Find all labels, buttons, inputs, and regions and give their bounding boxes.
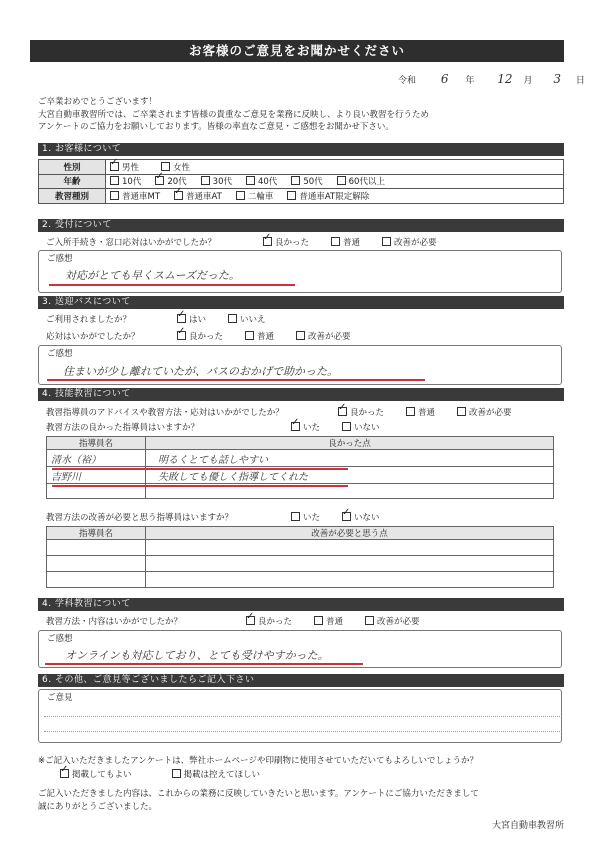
course-options	[106, 189, 564, 204]
date-day: 3	[553, 72, 561, 86]
date-day-unit: 日	[575, 76, 585, 86]
driving-instructor-options	[338, 406, 534, 418]
checkbox-label: 60代以上	[348, 177, 385, 188]
checkbox-option[interactable]	[246, 615, 292, 627]
footer-line: ご記入いただきました内容は、これからの業務に反映していきたいと思います。アンケートにご協力いただきまして	[38, 789, 479, 799]
checkbox-option[interactable]	[365, 615, 420, 627]
checkbox-label: 良かった	[350, 408, 385, 418]
good-instructor-options	[291, 421, 402, 433]
checkbox-checked-icon[interactable]	[155, 176, 164, 185]
checkbox-option[interactable]	[172, 768, 261, 780]
checkbox-label: 50代	[303, 177, 323, 188]
checkbox-icon[interactable]	[342, 422, 351, 431]
gender-label: 性別	[39, 160, 106, 175]
checkbox-label: 40代	[257, 177, 278, 188]
checkbox-checked-icon[interactable]	[246, 616, 255, 625]
checkbox-option[interactable]	[291, 175, 322, 187]
checkbox-icon[interactable]	[110, 176, 119, 185]
checkbox-icon[interactable]	[382, 237, 391, 246]
checkbox-option[interactable]	[245, 330, 274, 342]
checkbox-checked-icon[interactable]	[110, 162, 119, 171]
checkbox-option[interactable]	[246, 175, 277, 187]
checkbox-option[interactable]	[338, 406, 384, 418]
good-point[interactable]: 明るくとても話しやすい	[158, 454, 268, 466]
checkbox-option[interactable]	[342, 511, 380, 523]
checkbox-option[interactable]	[236, 190, 274, 202]
checkbox-icon[interactable]	[296, 331, 305, 340]
checkbox-label: 普通	[326, 617, 344, 627]
good-point[interactable]: 失敗しても優しく指導してくれた	[158, 471, 308, 483]
checkbox-label: いない	[354, 423, 380, 433]
bus-use-options	[177, 313, 288, 325]
checkbox-option[interactable]	[406, 406, 435, 418]
date-era: 令和	[398, 76, 417, 86]
checkbox-icon[interactable]	[172, 769, 181, 778]
checkbox-label: 二輪車	[247, 191, 274, 202]
checkbox-icon[interactable]	[291, 176, 300, 185]
consent-question: ※ご記入いただきましたアンケートは、弊社ホームページや印刷物に使用させていただいてもよろしいでしょうか？	[38, 756, 478, 766]
checkbox-label: 良かった	[189, 332, 224, 342]
date-year: 6	[440, 72, 449, 86]
checkbox-icon[interactable]	[161, 162, 170, 171]
checkbox-label: 普通	[343, 238, 361, 248]
bus-use-question: ご利用されましたか？	[46, 315, 132, 325]
good-row1-underline	[52, 468, 348, 470]
bad-instructor-options	[291, 511, 402, 523]
checkbox-option[interactable]	[291, 511, 320, 523]
checkbox-label: はい	[189, 315, 207, 325]
date-month: 12	[497, 72, 513, 86]
good-row2-underline	[52, 485, 348, 487]
reception-comment[interactable]: 対応がとても早くスムーズだった。	[65, 269, 240, 282]
consent-options	[60, 768, 300, 780]
checkbox-icon[interactable]	[287, 191, 296, 200]
checkbox-option[interactable]	[342, 421, 380, 433]
checkbox-label: 普通車AT	[186, 191, 222, 202]
checkbox-option[interactable]	[263, 236, 309, 248]
intro-line: 大宮自動車教習所では、ご卒業されます皆様の貴重なご意見を業務に反映し、より良い教習を行うため	[38, 109, 430, 120]
checkbox-option[interactable]	[287, 190, 369, 202]
col-bad-point: 改善が必要と思う点	[146, 527, 554, 540]
checkbox-icon[interactable]	[236, 191, 245, 200]
checkbox-option[interactable]	[174, 190, 222, 202]
bus-comment-underline	[47, 379, 425, 381]
checkbox-label: 普通車MT	[122, 191, 161, 202]
checkbox-checked-icon[interactable]	[263, 237, 272, 246]
checkbox-icon[interactable]	[246, 176, 255, 185]
school-name: 大宮自動車教習所	[491, 821, 564, 831]
checkbox-label: いた	[303, 423, 321, 433]
driving-instructor-question: 教習指導員のアドバイスや教習方法・応対はいかがでしたか？	[46, 408, 284, 418]
checkbox-option[interactable]	[291, 421, 320, 433]
checkbox-option[interactable]	[314, 615, 343, 627]
section-classroom-header: 4. 学科教習について	[38, 598, 564, 611]
bus-comment-label: ご感想	[47, 349, 73, 359]
checkbox-checked-icon[interactable]	[177, 331, 186, 340]
checkbox-option[interactable]	[201, 175, 232, 187]
section-reception-header: 2. 受付について	[38, 219, 564, 232]
age-label: 年齢	[39, 174, 106, 189]
checkbox-label: 改善が必要	[377, 617, 420, 627]
instructor-name[interactable]: 清水（裕）	[51, 454, 101, 466]
course-label: 教習種別	[39, 189, 106, 204]
good-instructor-question: 教習方法の良かった指導員はいますか？	[46, 423, 200, 433]
date-month-unit: 月	[523, 76, 533, 86]
page-title: お客様のご意見をお聞かせください	[30, 40, 564, 62]
col-good-point: 良かった点	[146, 437, 554, 450]
checkbox-checked-icon[interactable]	[174, 191, 183, 200]
checkbox-label: 良かった	[258, 617, 293, 627]
checkbox-checked-icon[interactable]	[342, 512, 351, 521]
checkbox-option[interactable]	[177, 330, 223, 342]
reception-question: ご入所手続き・窓口応対はいかがでしたか？	[46, 238, 217, 248]
checkbox-label: 10代	[122, 177, 142, 188]
intro-text	[38, 96, 568, 134]
checkbox-icon[interactable]	[406, 407, 415, 416]
classroom-comment-label: ご感想	[47, 634, 73, 644]
checkbox-label: 改善が必要	[394, 238, 437, 248]
checkbox-label: 30代	[212, 177, 232, 188]
intro-line: ご卒業おめでとうございます！	[38, 97, 158, 107]
bus-comment-box	[38, 345, 562, 385]
table-row	[47, 572, 554, 588]
checkbox-icon[interactable]	[337, 176, 346, 185]
checkbox-option[interactable]	[457, 406, 512, 418]
footer-line: 誠にありがとうございました。	[38, 801, 158, 812]
col-instructor-name: 指導員名	[47, 437, 146, 450]
footer-text	[38, 788, 568, 813]
checkbox-label: 普通	[257, 332, 275, 342]
checkbox-label: 20代	[167, 177, 187, 188]
checkbox-label: 掲載は控えてほしい	[183, 770, 261, 780]
checkbox-label: いない	[354, 513, 380, 523]
checkbox-option[interactable]	[110, 190, 160, 202]
gender-options	[106, 160, 564, 175]
checkbox-icon[interactable]	[228, 314, 237, 323]
good-point-cell	[146, 450, 554, 467]
instructor-name[interactable]: 吉野川	[51, 471, 81, 483]
section-bus-header: 3. 送迎バスについて	[38, 296, 564, 309]
checkbox-label: 普通	[418, 408, 436, 418]
checkbox-option[interactable]	[337, 175, 385, 187]
checkbox-option[interactable]	[161, 161, 190, 173]
classroom-comment-box	[38, 630, 562, 668]
date-year-unit: 年	[465, 76, 475, 86]
checkbox-checked-icon[interactable]	[338, 407, 347, 416]
age-row	[39, 174, 564, 189]
section-driving-header: 4. 技能教習について	[38, 388, 564, 401]
checkbox-option[interactable]	[296, 330, 351, 342]
gender-row	[39, 160, 564, 175]
bad-instructor-question: 教習方法の改善が必要と思う指導員はいますか？	[46, 513, 234, 523]
customer-table	[38, 159, 564, 204]
checkbox-checked-icon[interactable]	[291, 422, 300, 431]
bus-service-options	[177, 330, 373, 342]
reception-options	[263, 236, 459, 248]
bus-service-question: 応対はいかがでしたか？	[46, 332, 140, 342]
classroom-comment-underline	[45, 663, 363, 665]
checkbox-option[interactable]	[110, 161, 139, 173]
checkbox-label: 改善が必要	[308, 332, 351, 342]
checkbox-icon[interactable]	[314, 616, 323, 625]
checkbox-icon[interactable]	[331, 237, 340, 246]
checkbox-icon[interactable]	[110, 191, 119, 200]
other-comment-line	[44, 731, 562, 732]
course-row	[39, 189, 564, 204]
checkbox-label: いいえ	[240, 315, 266, 325]
section-customer-header: 1. お客様について	[38, 143, 564, 156]
checkbox-label: 普通車AT限定解除	[299, 191, 370, 202]
table-row	[47, 450, 554, 467]
checkbox-icon[interactable]	[291, 512, 300, 521]
checkbox-icon[interactable]	[365, 616, 374, 625]
checkbox-option[interactable]	[110, 175, 141, 187]
date	[398, 72, 585, 86]
col-instructor-name: 指導員名	[47, 527, 146, 540]
instructor-name-cell	[47, 450, 146, 467]
classroom-options	[246, 615, 442, 627]
section-other-header: 6. その他、ご意見等ございましたらご記入下さい	[38, 674, 564, 687]
checkbox-icon[interactable]	[245, 331, 254, 340]
checkbox-label: 良かった	[275, 238, 310, 248]
checkbox-label: 男性	[122, 162, 140, 173]
checkbox-option[interactable]	[60, 768, 132, 780]
checkbox-checked-icon[interactable]	[177, 314, 186, 323]
classroom-comment[interactable]: オンラインも対応しており、とても受けやすかった。	[65, 649, 329, 662]
checkbox-icon[interactable]	[201, 176, 210, 185]
checkbox-icon[interactable]	[457, 407, 466, 416]
checkbox-option[interactable]	[177, 313, 206, 325]
checkbox-label: 女性	[173, 162, 191, 173]
reception-comment-label: ご感想	[47, 254, 73, 264]
intro-line: アンケートのご協力をお願いしております。皆様の率直なご意見・ご感想をお聞かせ下さい。	[38, 122, 394, 132]
checkbox-checked-icon[interactable]	[60, 769, 69, 778]
classroom-question: 教習方法・内容はいかがでしたか？	[46, 617, 183, 627]
table-row	[47, 556, 554, 572]
reception-comment-box	[38, 250, 562, 293]
bus-comment[interactable]: 住まいが少し離れていたが、バスのおかげで助かった。	[63, 365, 338, 378]
bad-instructor-table	[46, 526, 554, 588]
checkbox-label: 掲載してもよい	[72, 770, 132, 780]
table-row	[47, 540, 554, 556]
other-comment-line	[44, 716, 562, 717]
other-comment-label: ご意見	[47, 693, 73, 703]
checkbox-label: いた	[303, 513, 321, 523]
checkbox-option[interactable]	[331, 236, 360, 248]
checkbox-label: 改善が必要	[469, 408, 512, 418]
checkbox-option[interactable]	[228, 313, 266, 325]
reception-comment-underline	[49, 284, 295, 286]
checkbox-option[interactable]	[382, 236, 437, 248]
